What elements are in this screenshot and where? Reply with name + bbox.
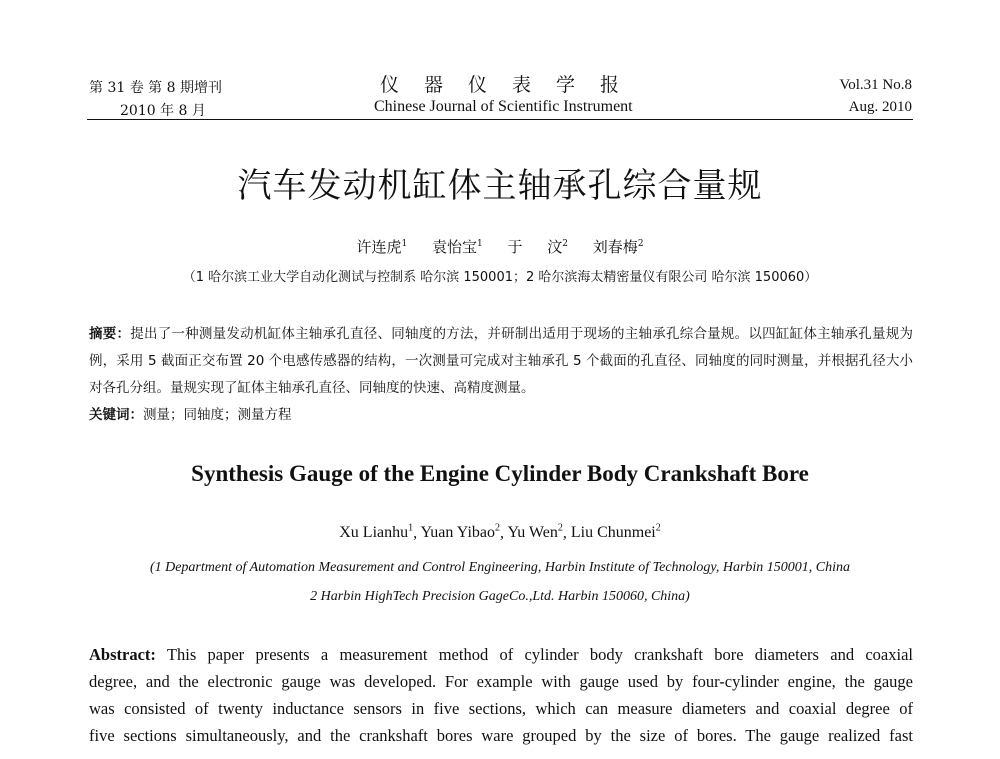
abstract-label-cn: 摘要： [89, 326, 131, 342]
affiliation-cn: （1 哈尔滨工业大学自动化测试与控制系 哈尔滨 150001；2 哈尔滨海太精密量仪有限公司 哈尔滨 150060） [182, 270, 818, 285]
author-en: Yu Wen$^2$ [507, 523, 563, 542]
journal-name-cn: 仪器仪表学报 [380, 74, 645, 96]
author-cn: 袁怡宝$^1$ [431, 238, 483, 256]
author-cn: 于 汶$^2$ [507, 238, 569, 256]
authors-en: Xu Lianhu$^1$, Yuan Yibao$^2$, Yu Wen$^2$, Liu Chunmei$^2$ [339, 523, 661, 542]
author-en: Yuan Yibao$^2$ [420, 523, 501, 542]
author-cn: 刘春梅$^2$ [592, 238, 644, 256]
affiliation-en-line1: (1 Department of Automation Measurement and Control Engineering, Harbin Institute of Technology, Harbin 150001, China [149, 560, 851, 575]
journal-name-en: Chinese Journal of Scientific Instrument [374, 98, 633, 115]
paper-title-en: Synthesis Gauge of the Engine Cylinder Body Crankshaft Bore [191, 461, 809, 486]
volume-issue: 第 31 卷 第 8 期增刊 [89, 80, 222, 96]
author-en: Xu Lianhu$^1$ [339, 523, 414, 542]
header-rule [87, 119, 913, 120]
abstract-label-en: Abstract: [89, 645, 156, 664]
abstract-en-line: five sections simultaneously, and the crankshaft bores ware grouped by the size of bores. The gauge realized fast [89, 726, 913, 745]
publication-date-cn: 2010 年 8 月 [120, 103, 206, 119]
abstract-en [89, 641, 913, 749]
author-en: Liu Chunmei$^2$ [570, 523, 661, 542]
volume-number-en: Vol.31 No.8 [839, 77, 912, 93]
keywords-label-cn: 关键词： [89, 407, 143, 423]
abstract-en-line: was consisted of twenty inductance sensors in five sections, which can measure diameters and coaxial degree of [89, 699, 913, 718]
author-cn: 许连虎$^1$ [356, 238, 408, 256]
abstract-text-cn: 提出了一种测量发动机缸体主轴承孔直径、同轴度的方法，并研制出适用于现场的主轴承孔综合量规。以四缸缸体主轴承孔量规为例，采用 5 截面正交布置 20 个电感传感器的结构，一次测量可完成对主轴承孔 5 个截面的孔直径、同轴度的同时测量，并根据孔径大小对各孔分组。量规实现了缸体主轴承孔直径、同轴度的快速、高精度测量。 [89, 326, 914, 396]
keywords-text-cn: 测量；同轴度；测量方程 [143, 407, 292, 423]
abstract-en-line: degree, and the electronic gauge was developed. For example with gauge used by four-cylinder engine, the gauge [89, 672, 913, 691]
affiliation-en-line2: 2 Harbin HighTech Precision GageCo.,Ltd. Harbin 150060, China) [310, 589, 690, 604]
publication-date-en: Aug. 2010 [848, 99, 912, 115]
abstract-cn [89, 321, 913, 429]
authors-cn [0, 236, 1000, 257]
abstract-en-line: Abstract: This paper presents a measurement method of cylinder body crankshaft bore diameters and coaxial [89, 645, 913, 664]
paper-title-cn: 汽车发动机缸体主轴承孔综合量规 [237, 166, 763, 206]
